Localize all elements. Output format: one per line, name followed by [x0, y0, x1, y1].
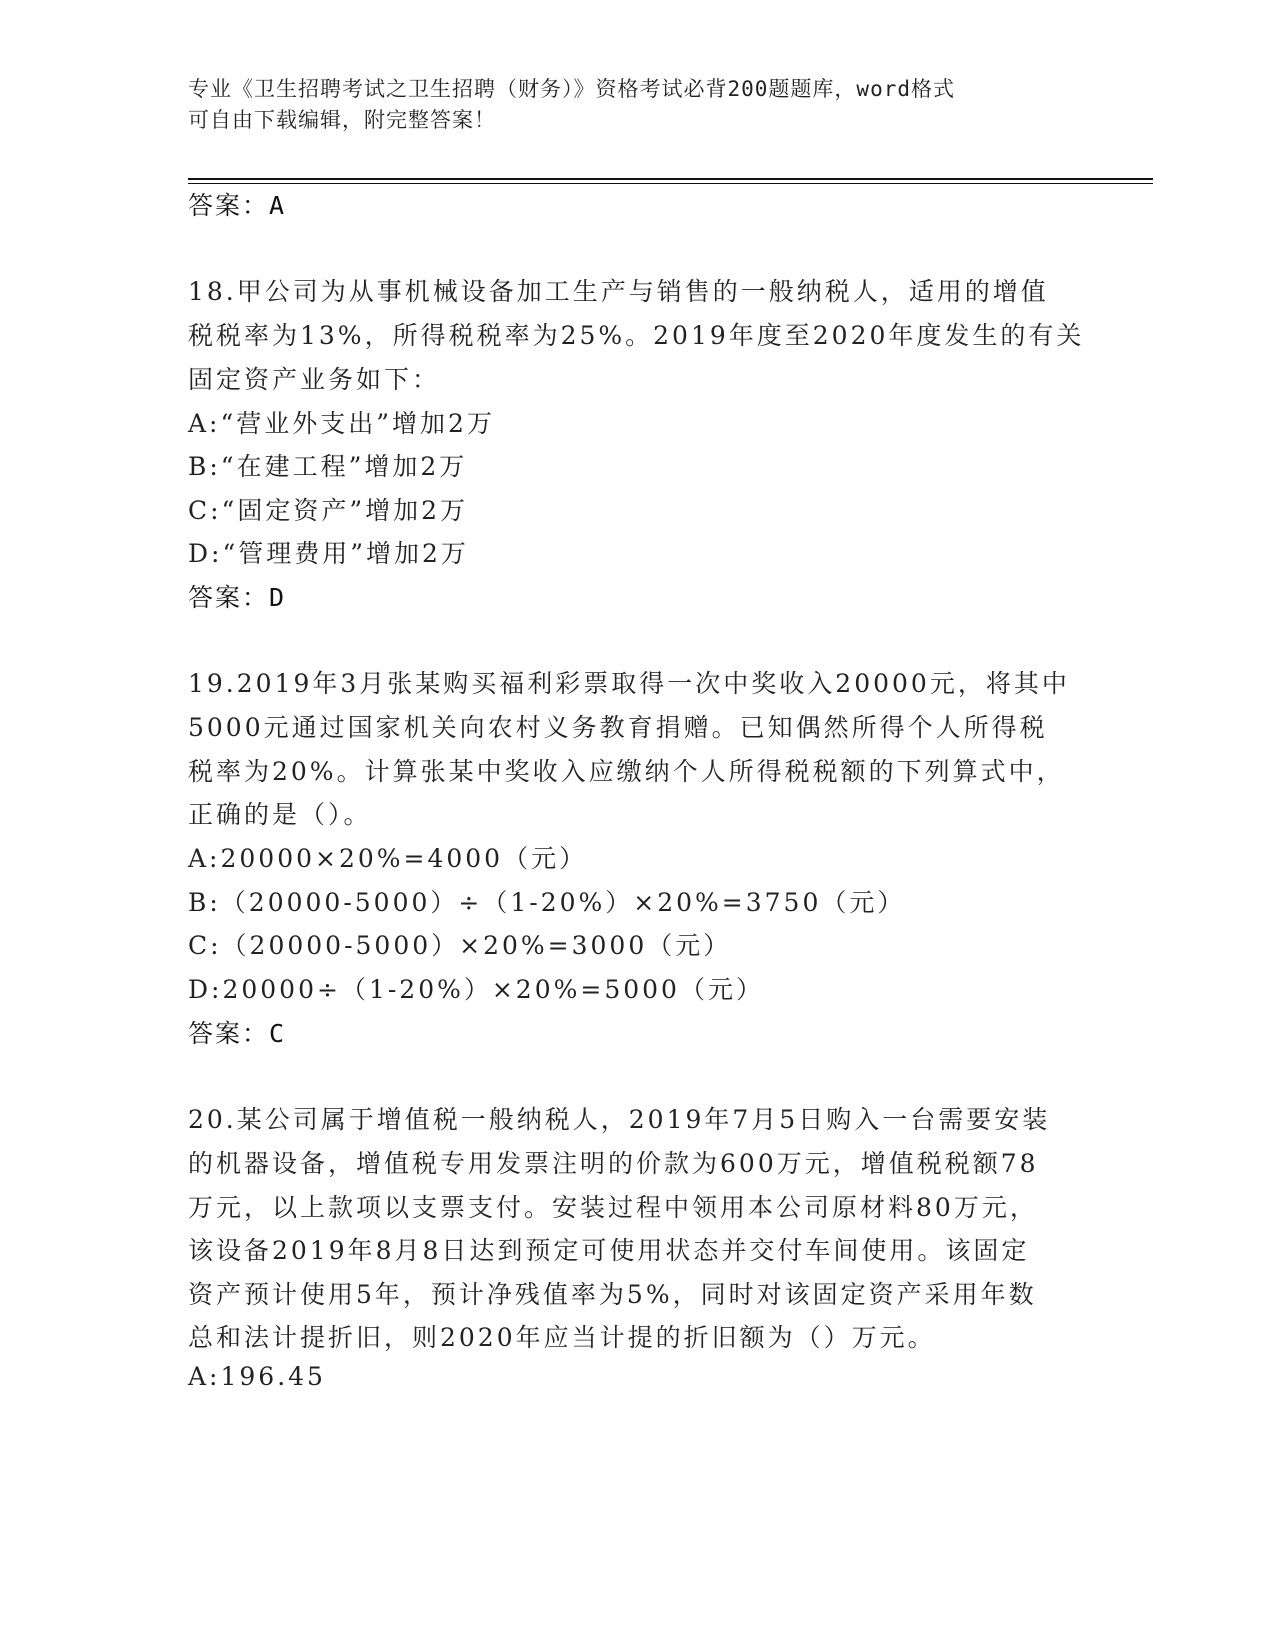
question-stem-line: 20.某公司属于增值税一般纳税人，2019年7月5日购入一台需要安装: [188, 1105, 1051, 1134]
option-a: A:196.45: [188, 1362, 326, 1391]
question-stem-line: 正确的是（）。: [188, 800, 372, 829]
header-line: 可自由下载编辑，附完整答案！: [188, 108, 496, 132]
question-stem-line: 该设备2019年8月8日达到预定可使用状态并交付车间使用。该固定: [188, 1236, 1030, 1265]
header-line: 专业《卫生招聘考试之卫生招聘（财务）》资格考试必背200题题库，word格式: [188, 77, 955, 101]
option-a: A:20000×20%=4000（元）: [188, 844, 588, 873]
question-stem-line: 19.2019年3月张某购买福利彩票取得一次中奖收入20000元，将其中: [188, 669, 1070, 698]
answer-label: 答案：C: [188, 1019, 287, 1048]
question-stem-line: 的机器设备，增值税专用发票注明的价款为600万元，增值税税额78: [188, 1149, 1039, 1178]
option-c: C:（20000-5000）×20%=3000（元）: [188, 931, 732, 960]
question-stem-line: 固定资产业务如下：: [188, 365, 441, 394]
question-stem-line: 总和法计提折旧，则2020年应当计提的折旧额为（）万元。: [188, 1323, 936, 1352]
document-header: [188, 74, 1068, 136]
header-divider: [188, 183, 1153, 184]
option-d: D:20000÷（1-20%）×20%=5000（元）: [188, 975, 764, 1004]
option-d: D:“管理费用”增加2万: [188, 539, 469, 568]
answer-label: 答案：D: [188, 583, 287, 612]
question-stem-line: 万元，以上款项以支票支付。安装过程中领用本公司原材料80万元，: [188, 1193, 1038, 1222]
question-stem-line: 税率为20%。计算张某中奖收入应缴纳个人所得税税额的下列算式中，: [188, 757, 1065, 786]
option-a: A:“营业外支出”增加2万: [188, 409, 495, 438]
answer-label: 答案：A: [188, 191, 287, 220]
question-stem-line: 5000元通过国家机关向农村义务教育捐赠。已知偶然所得个人所得税: [188, 713, 1048, 742]
question-stem-line: 18.甲公司为从事机械设备加工生产与销售的一般纳税人，适用的增值: [188, 277, 1049, 306]
option-b: B:“在建工程”增加2万: [188, 452, 468, 481]
question-stem-line: 资产预计使用5年，预计净残值率为5%，同时对该固定资产采用年数: [188, 1280, 1037, 1309]
question-stem-line: 税税率为13%，所得税税率为25%。2019年度至2020年度发生的有关: [188, 321, 1085, 350]
header-divider: [188, 178, 1153, 180]
option-c: C:“固定资产”增加2万: [188, 496, 469, 525]
option-b: B:（20000-5000）÷（1-20%）×20%=3750（元）: [188, 888, 906, 917]
